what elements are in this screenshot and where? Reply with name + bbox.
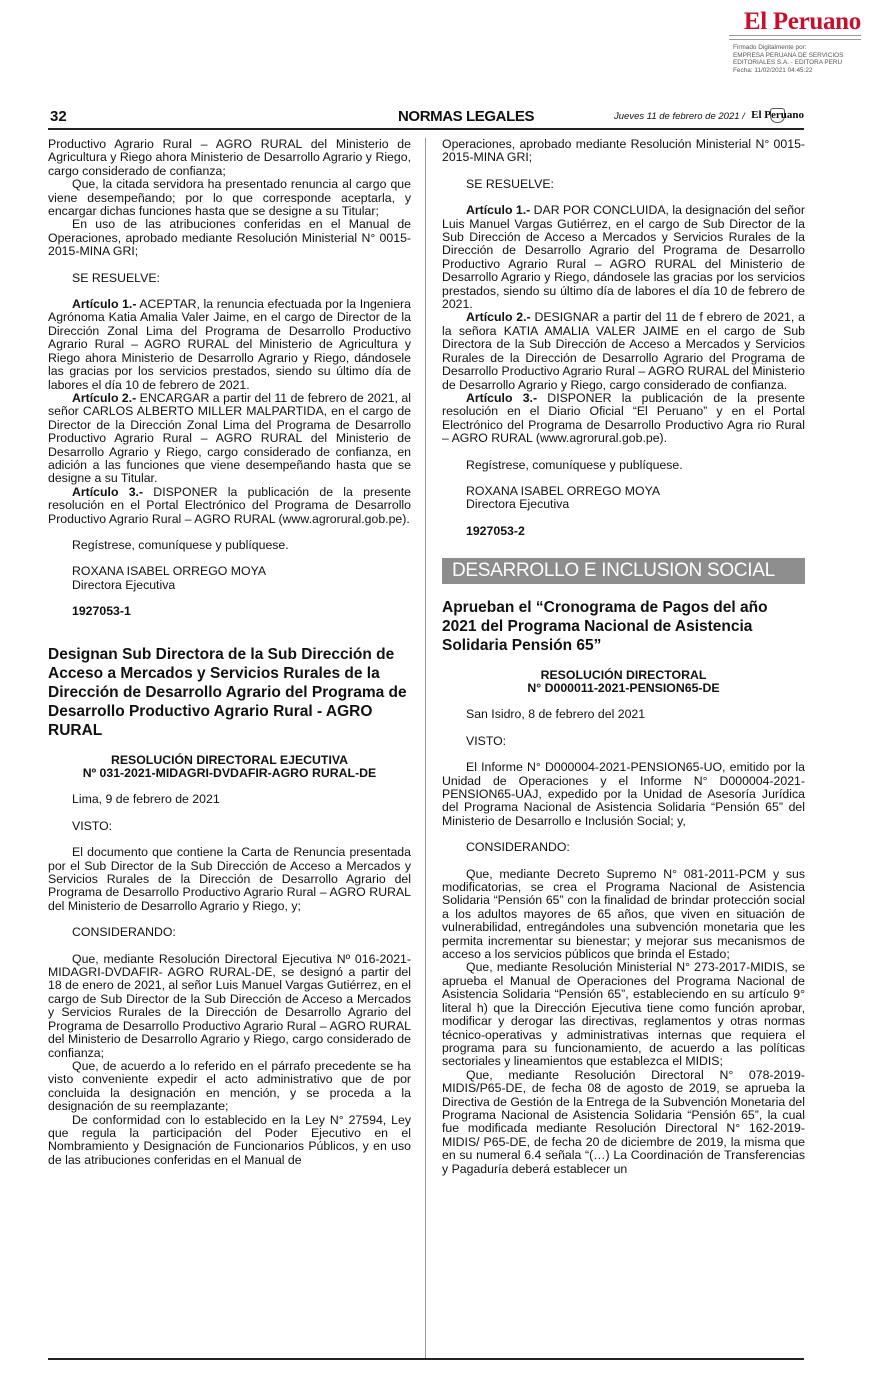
section-band: DESARROLLO E INCLUSION SOCIAL [442,558,805,583]
article-2 [48,392,411,486]
closing-formula: Regístrese, comuníquese y publíquese. [72,537,289,552]
resolution-title: RESOLUCIÓN DIRECTORAL [540,667,707,682]
considerando-heading: CONSIDERANDO: [466,840,570,855]
el-peruano-logo: El Peruano [743,8,861,35]
paragraph: Que, mediante Resolución Directoral Ejecutiva Nº 016-2021-MIDAGRI-DVDAFIR- AGRO RURAL-DE, se designó a partir del 18 de enero de 2021, al señor Luis Manuel Vargas Gutiérrez, en el cargo de Sub Director de la Sub Dirección de Acceso a Mercados y Servicios Rurales de la Dirección de Desarrollo Agrario del Programa de Desarrollo Productivo Agrario Rural – AGRO RURAL del Ministerio de Desarrollo Agrario y Riego, cargo considerado de confianza; [48,951,411,1060]
paragraph: Que, la citada servidora ha presentado renuncia al cargo que viene desempeñando; por lo que corresponde aceptarla, y encargar dichas funciones hasta que se designe a su Titular; [48,177,411,219]
place-date: San Isidro, 8 de febrero del 2021 [466,707,646,722]
place-date: Lima, 9 de febrero de 2021 [72,792,220,807]
paragraph: Que, de acuerdo a lo referido en el párrafo precedente se ha visto conveniente expedir el acto administrativo que de por concluida la designación en mención, y se proceda a la designación de su reemplazante; [48,1058,411,1114]
digital-signature: Firmado Digitalmente por: EMPRESA PERUANA DE SERVICIOS EDITORIALES S.A. - EDITORA PERU Fecha: 11/02/2021 04:45:22 [733,44,844,74]
article-1 [442,204,805,311]
article-label: Artículo 2.- [72,390,137,405]
signer-name: ROXANA ISABEL ORREGO MOYA [72,564,267,579]
se-resuelve: SE RESUELVE: [72,270,160,285]
paragraph: Que, mediante Resolución Ministerial N° 273-2017-MIDIS, se aprueba el Manual de Operaciones del Programa Nacional de Asistencia Solidaria “Pensión 65”, estableciendo en su artículo 9° literal h) que la Dirección Ejecutiva tiene como función aprobar, modificar y derogar las directivas, reglamentos y otras normas técnico-operativas y administrativas internas que requiera el programa para su funcionamiento, de acuerdo a las políticas sectoriales y lineamientos que establezca el MIDIS; [442,960,805,1069]
page-number: 32 [50,108,67,125]
bottom-rule [48,1358,804,1360]
header-brand: El Peruano [751,109,804,121]
paragraph: De conformidad con lo establecido en la Ley N° 27594, Ley que regula la participación del Poder Ejecutivo en el Nombramiento y Designación de Funcionarios Públicos, y en uso de las atribuciones conferidas en el Manual de [48,1112,411,1167]
article-text: DISPONER la publicación de la presente resolución en el Diario Oficial “El Peruano” y en el Portal Electrónico del Programa de Desarrollo Productivo Agra rio Rural – AGRO RURAL (www.agrorural.gob.pe). [442,390,805,446]
paragraph: Productivo Agrario Rural – AGRO RURAL del Ministerio de Agricultura y Riego ahora Ministerio de Desarrollo Agrario y Riego, cargo considerado de confianza; [48,137,411,178]
paragraph: Que, mediante Decreto Supremo N° 081-2011-PCM y sus modificatorias, se crea el Programa Nacional de Asistencia Solidaria “Pensión 65” con la finalidad de brindar protección social a los adultos mayores de 65 años, que viven en situación de vulnerabilidad, entregándoles una subvención monetaria que les permita incrementar su bienestar; y mejorar sus mecanismos de acceso a los servicios públicos que brinda el Estado; [442,866,805,962]
issue-date: Jueves 11 de febrero de 2021 / [614,111,745,122]
article-text: DAR POR CONCLUIDA, la designación del señor Luis Manuel Vargas Gutiérrez, en el cargo de Sub Director de la Sub Dirección de Acceso a Mercados y Servicios Rurales de la Dirección de Desarrollo Agrario del Programa de Desarrollo Productivo Agrario Rural – AGRO RURAL del Ministerio de Desarrollo Agrario y Riego, dándosele las gracias por los servicios prestados, siendo su último día de labores el día 10 de febrero de 2021. [442,203,805,312]
left-column [48,138,411,1167]
article-text: DISPONER la publicación de la presente resolución en el Portal Electrónico del Programa de Desarrollo Productivo Agrario Rural – AGRO RURAL (www.agrorural.gob.pe). [48,484,411,526]
closing-formula: Regístrese, comuníquese y publíquese. [466,457,683,472]
signer-title: Directora Ejecutiva [466,497,570,512]
norm-title: Aprueban el “Cronograma de Pagos del año 2021 del Programa Nacional de Asistencia Solidaria Pensión 65” [442,598,768,654]
visto-text: El documento que contiene la Carta de Renuncia presentada por el Sub Director de la Sub Dirección de Acceso a Mercados y Servicios Rurales de la Dirección de Desarrollo Agrario del Programa de Desarrollo Productivo Agrario Rural – AGRO RURAL del Ministerio de Desarrollo Agrario y Riego, y; [48,845,411,913]
page-header [48,106,804,130]
signer-title: Directora Ejecutiva [72,577,176,592]
article-label: Artículo 2.- [466,310,531,325]
column-divider [425,138,426,1358]
visto-heading: VISTO: [72,818,113,833]
article-3 [48,486,411,526]
article-label: Artículo 1.- [466,203,531,218]
norm-title: Designan Sub Directora de la Sub Dirección de Acceso a Mercados y Servicios Rurales de la Dirección de Desarrollo Agrario del Programa de Desarrollo Productivo Agrario Rural - AGRO RURAL [48,645,407,739]
right-column [442,138,805,1176]
considerando-heading: CONSIDERANDO: [72,925,176,940]
paragraph: En uso de las atribuciones conferidas en el Manual de Operaciones, aprobado mediante Resolución Ministerial N° 0015-2015-MINA GRI; [48,217,411,259]
article-text: DESIGNAR a partir del 11 de f ebrero de 2021, a la señora KATIA AMALIA VALER JAIME en el cargo de Sub Directora de la Sub Dirección de Acceso a Mercados y Servicios Rurales de la Dirección de Desarrollo Agrario del Programa de Desarrollo Productivo Agrario Rural – AGRO RURAL del Ministerio de Desarrollo Agrario y Riego, cargo considerado de confianza. [442,310,805,392]
article-1 [48,298,411,392]
resolution-number: N° D000011-2021-PENSION65-DE [527,680,720,695]
article-text: ENCARGAR a partir del 11 de febrero de 2021, al señor CARLOS ALBERTO MILLER MALPARTIDA, en el cargo de Director de la Dirección Zonal Lima del Programa de Desarrollo Productivo Agrario Rural – AGRO RURAL del Ministerio de Desarrollo Agrario y Riego, cargo considerado de confianza, en adición a las funciones que viene desempeñando hasta que se designe a su Titular. [48,390,411,486]
article-label: Artículo 1.- [72,297,137,312]
article-text: ACEPTAR, la renuncia efectuada por la Ingeniera Agrónoma Katia Amalia Valer Jaime, en el cargo de Director de la Dirección Zonal Lima del Programa de Desarrollo Productivo Agrario Rural – AGRO RURAL del Ministerio de Agricultura y Riego ahora Ministerio de Desarrollo Agrario y Riego, dándosele las gracias por los servicios prestados, siendo su último día de labores el día 10 de febrero de 2021. [48,297,411,392]
article-label: Artículo 3.- [72,484,144,499]
article-2 [442,311,805,391]
article-3 [442,392,805,446]
publication-code: 1927053-1 [72,604,131,619]
paragraph: Operaciones, aprobado mediante Resolución Ministerial N° 0015-2015-MINA GRI; [442,137,805,165]
article-label: Artículo 3.- [466,390,538,405]
visto-text: El Informe N° D000004-2021-PENSION65-UO, emitido por la Unidad de Operaciones y el Informe N° D000004-2021-PENSION65-UAJ, expedido por la Unidad de Asesoría Jurídica del Programa Nacional de Asistencia Solidaria “Pensión 65” del Ministerio de Desarrollo e Inclusión Social; y, [442,760,805,828]
logo-underline [729,35,861,40]
se-resuelve: SE RESUELVE: [466,176,554,191]
resolution-number: Nº 031-2021-MIDAGRI-DVDAFIR-AGRO RURAL-DE [82,766,377,780]
resolution-title: RESOLUCIÓN DIRECTORAL EJECUTIVA [110,752,349,767]
visto-heading: VISTO: [466,733,507,748]
section-title: NORMAS LEGALES [398,108,535,125]
signer-name: ROXANA ISABEL ORREGO MOYA [466,483,661,498]
publication-code: 1927053-2 [466,523,525,538]
paragraph: Que, mediante Resolución Directoral N° 078-2019-MIDIS/P65-DE, de fecha 08 de agosto de 2019, se aprueba la Directiva de Gestión de la Entrega de la Subvención Monetaria del Programa Nacional de Asistencia Solidaria “Pensión 65”, la cual fue modificada mediante Resolución Directoral N° 162-2019-MIDIS/ P65-DE, de fecha 20 de diciembre de 2019, la misma que en su numeral 6.4 señala “(…) La Coordinación de Transferencias y Pagaduría deberá establecer un [442,1067,805,1176]
